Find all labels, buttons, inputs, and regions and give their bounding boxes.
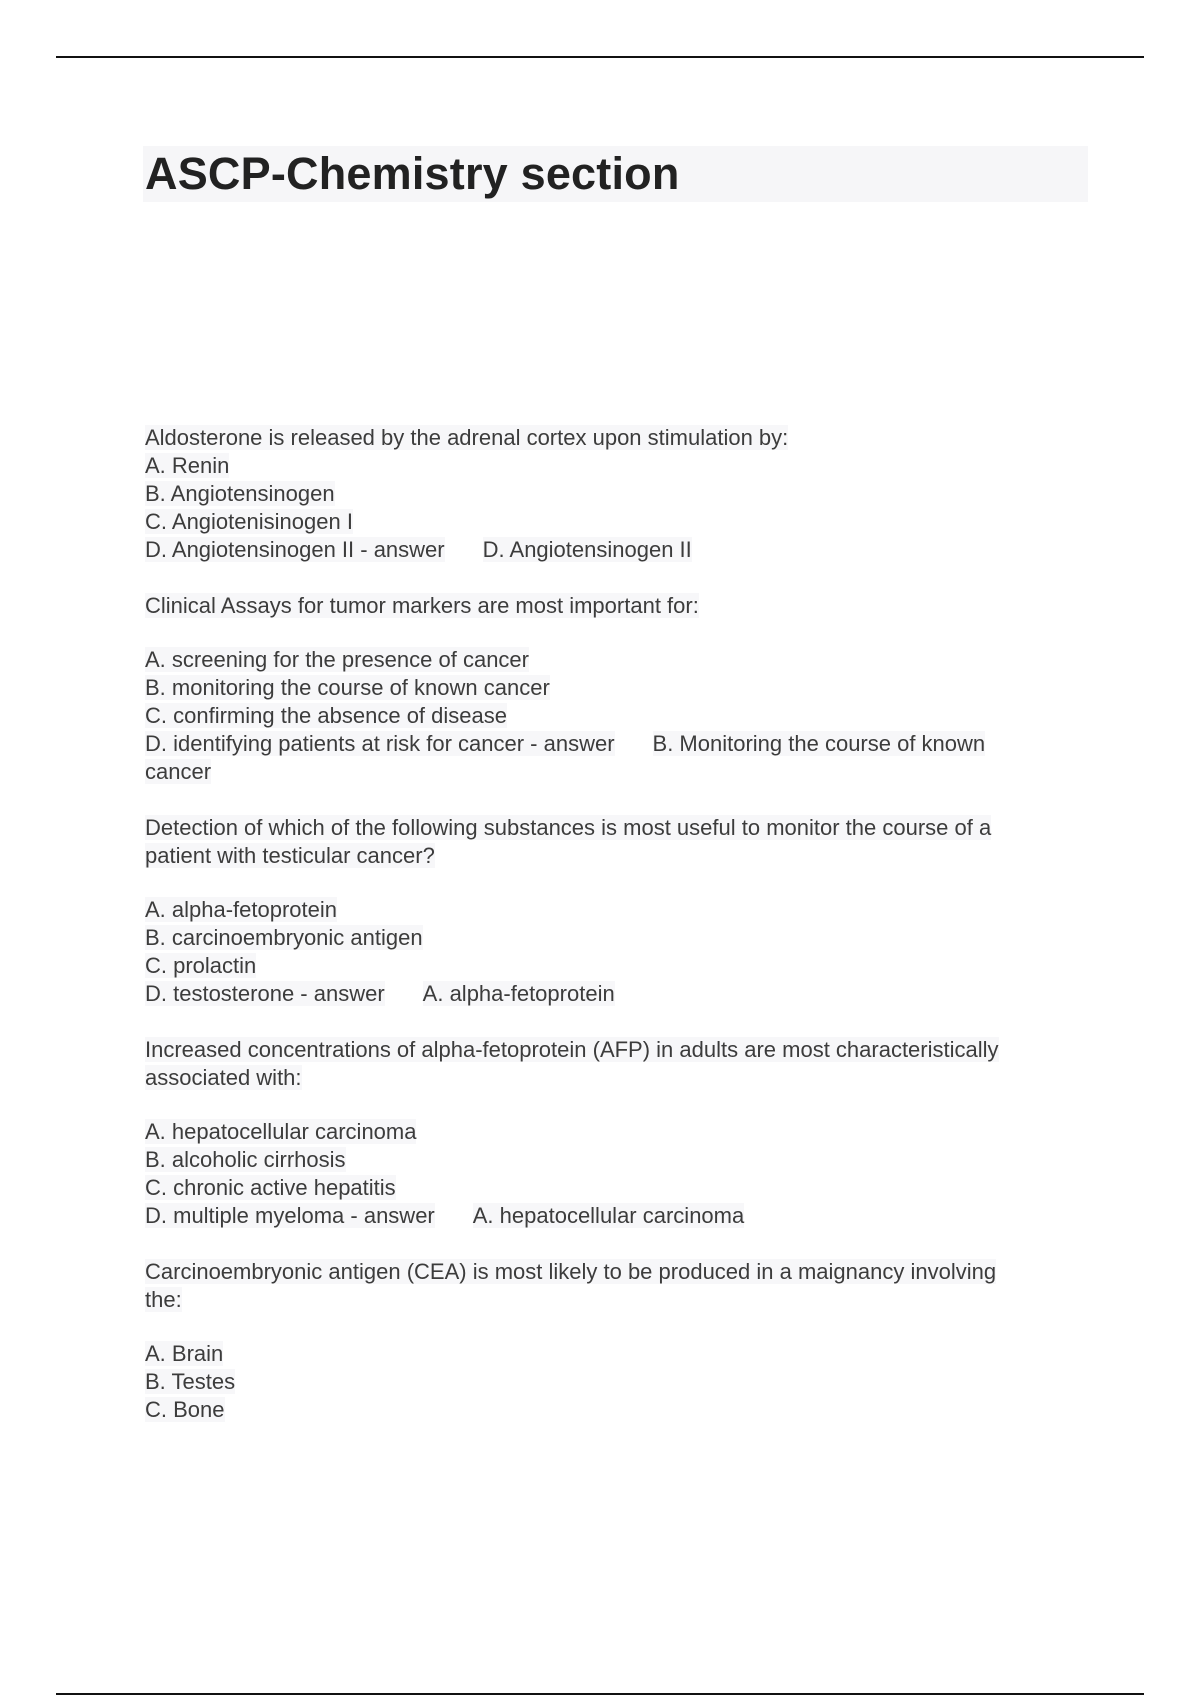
option: B. Testes (145, 1369, 236, 1394)
option: A. alpha-fetoprotein (145, 897, 338, 922)
question-stem: Aldosterone is released by the adrenal cortex upon stimulation by: (145, 425, 789, 450)
option-with-answer-marker: D. identifying patients at risk for cancer - answer (145, 731, 615, 756)
option: A. Renin (145, 453, 230, 478)
question-stem: Carcinoembryonic antigen (CEA) is most likely to be produced in a maignancy involving (145, 1259, 997, 1284)
top-rule (56, 56, 1144, 58)
question-stem-continued: associated with: (145, 1065, 302, 1090)
option: A. screening for the presence of cancer (145, 647, 529, 672)
option: A. hepatocellular carcinoma (145, 1119, 417, 1144)
option: B. alcoholic cirrhosis (145, 1147, 346, 1172)
option-with-answer-marker: D. testosterone - answer (145, 981, 385, 1006)
question-3 (145, 814, 1085, 1008)
option-with-answer-marker: D. multiple myeloma - answer (145, 1203, 435, 1228)
question-stem: Detection of which of the following substances is most useful to monitor the course of a (145, 815, 992, 840)
question-stem: Clinical Assays for tumor markers are most important for: (145, 593, 699, 618)
option: A. Brain (145, 1341, 224, 1366)
option: B. carcinoembryonic antigen (145, 925, 423, 950)
answer-text: A. hepatocellular carcinoma (472, 1203, 745, 1228)
question-5 (145, 1258, 1085, 1424)
question-stem-continued: the: (145, 1287, 182, 1312)
question-stem: Increased concentrations of alpha-fetoprotein (AFP) in adults are most characteristically (145, 1037, 999, 1062)
option: C. confirming the absence of disease (145, 703, 507, 728)
option: C. chronic active hepatitis (145, 1175, 396, 1200)
page-title: ASCP-Chemistry section (145, 148, 680, 199)
question-1 (145, 424, 1085, 564)
answer-text: A. alpha-fetoprotein (422, 981, 615, 1006)
option-with-answer-marker: D. Angiotensinogen II - answer (145, 537, 445, 562)
option: C. Angiotenisinogen I (145, 509, 353, 534)
answer-text: B. Monitoring the course of known (652, 731, 986, 756)
question-2 (145, 592, 1085, 786)
option: B. monitoring the course of known cancer (145, 675, 550, 700)
question-stem-continued: patient with testicular cancer? (145, 843, 435, 868)
question-list (145, 424, 1085, 1424)
option: C. Bone (145, 1397, 225, 1422)
option: C. prolactin (145, 953, 257, 978)
bottom-rule (56, 1693, 1144, 1695)
answer-text-continued: cancer (145, 759, 212, 784)
answer-text: D. Angiotensinogen II (482, 537, 692, 562)
question-4 (145, 1036, 1085, 1230)
option: B. Angiotensinogen (145, 481, 335, 506)
